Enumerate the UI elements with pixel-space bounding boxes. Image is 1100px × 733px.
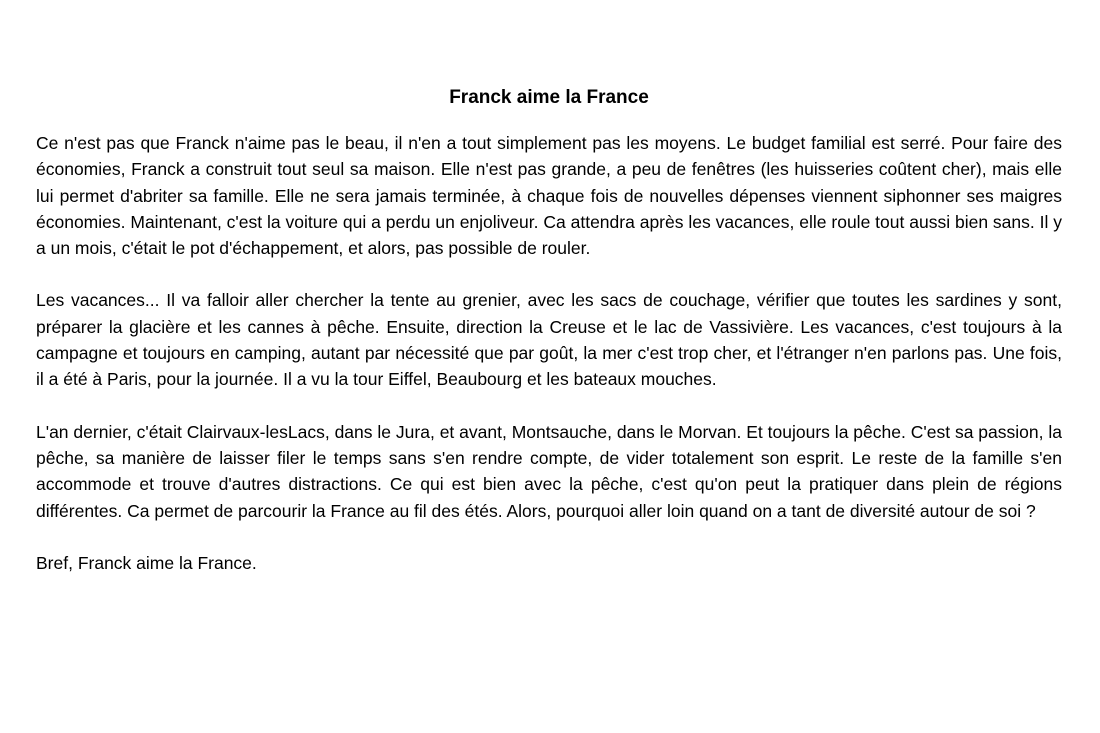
paragraph-conclusion: Bref, Franck aime la France. [36, 552, 257, 573]
document-title: Franck aime la France [449, 87, 649, 108]
paragraph-budget: Ce n'est pas que Franck n'aime pas le beau, il n'en a tout simplement pas les moyens. Le budget familial est serré. Pour faire des économies, Franck a construit tout seul sa maison. Elle n'est pas grande, a peu de fenêtres (les huisseries coûtent cher), mais elle lui permet d'abriter sa famille. Elle ne sera jamais terminée, à chaque fois de nouvelles dépenses viennent siphonner ses maigres économies. Maintenant, c'est la voiture qui a perdu un enjoliveur. Ca attendra après les vacances, elle roule tout aussi bien sans. Il y a un mois, c'était le pot d'échappement, et alors, pas possible de rouler. [36, 133, 1062, 259]
paragraph-vacances: Les vacances... Il va falloir aller chercher la tente au grenier, avec les sacs de couchage, vérifier que toutes les sardines y sont, préparer la glacière et les cannes à pêche. Ensuite, direction la Creuse et le lac de Vassivière. Les vacances, c'est toujours à la campagne et toujours en camping, autant par nécessité que par goût, la mer c'est trop cher, et l'étranger n'en parlons pas. Une fois, il a été à Paris, pour la journée. Il a vu la tour Eiffel, Beaubourg et les bateaux mouches. [36, 290, 1062, 390]
document-page [36, 86, 1062, 576]
paragraph-peche: L'an dernier, c'était Clairvaux-lesLacs, dans le Jura, et avant, Montsauche, dans le Morvan. Et toujours la pêche. C'est sa passion, la pêche, sa manière de laisser filer le temps sans s'en rendre compte, de vider totalement son esprit. Le reste de la famille s'en accommode et trouve d'autres distractions. Ce qui est bien avec la pêche, c'est qu'on peut la pratiquer dans plein de régions différentes. Ca permet de parcourir la France au fil des étés. Alors, pourquoi aller loin quand on a tant de diversité autour de soi ? [36, 421, 1062, 521]
